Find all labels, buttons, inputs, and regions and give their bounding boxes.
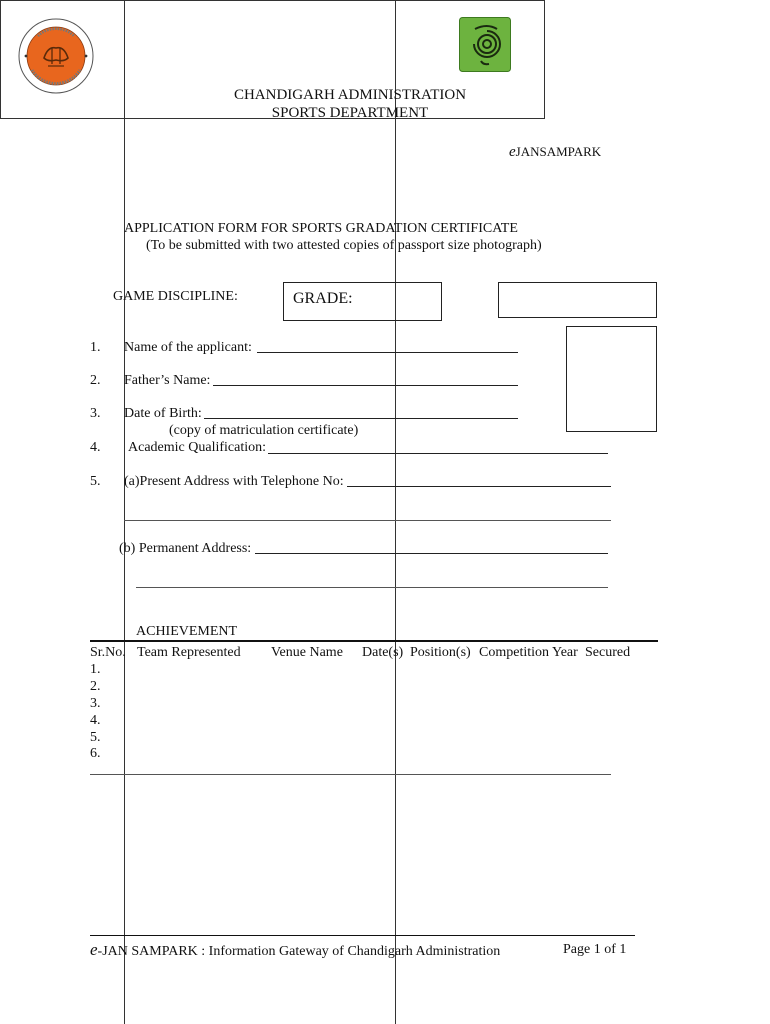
footer-text: e-JAN SAMPARK : Information Gateway of Chandigarh Administration (90, 940, 501, 959)
present-address-input-line2[interactable] (124, 520, 611, 521)
father-name-input[interactable] (213, 385, 518, 386)
col-sr-no: Sr.No. (90, 645, 126, 660)
header-divider-left (124, 0, 125, 1024)
field-num-2: 2. (90, 373, 101, 388)
permanent-address-label: (b) Permanent Address: (119, 541, 252, 556)
org-name: CHANDIGARH ADMINISTRATION (233, 87, 467, 103)
field-num-3: 3. (90, 406, 101, 421)
col-secured: Secured (585, 645, 631, 660)
achievement-rule (90, 640, 658, 642)
col-positions: Position(s) (410, 645, 471, 660)
chandigarh-seal-logo (18, 18, 94, 94)
table-row: 2. (90, 679, 101, 694)
permanent-address-input[interactable] (255, 553, 608, 554)
ejansampark-logo (459, 17, 511, 72)
achievement-bottom-rule (90, 774, 611, 775)
dob-note: (copy of matriculation certificate) (169, 423, 359, 438)
permanent-address-input-line2[interactable] (136, 587, 608, 588)
col-dates: Date(s) (362, 645, 404, 660)
field-num-5: 5. (90, 474, 101, 489)
grade-label: GRADE: (293, 290, 353, 307)
academic-qualification-label: Academic Qualification: (128, 440, 266, 455)
department-name: SPORTS DEPARTMENT (271, 105, 429, 121)
photo-box[interactable] (566, 326, 657, 432)
table-row: 1. (90, 662, 101, 677)
footer-rule (90, 935, 635, 936)
col-competition-year: Competition Year (479, 645, 578, 660)
applicant-name-input[interactable] (257, 352, 518, 353)
table-row: 3. (90, 696, 101, 711)
form-title: APPLICATION FORM FOR SPORTS GRADATION CERTIFICATE (124, 221, 518, 236)
academic-qualification-input[interactable] (268, 453, 608, 454)
table-row: 6. (90, 746, 101, 761)
col-team-represented: Team Represented (137, 645, 241, 660)
grade-box[interactable] (283, 282, 442, 321)
page-number: Page 1 of 1 (563, 942, 627, 957)
table-row: 5. (90, 730, 101, 745)
col-venue-name: Venue Name (271, 645, 343, 660)
dob-label: Date of Birth: (124, 406, 202, 421)
grade-entry-box[interactable] (498, 282, 657, 318)
form-subtitle: (To be submitted with two attested copies of passport size photograph) (146, 238, 542, 253)
field-num-1: 1. (90, 340, 101, 355)
header-divider-right (395, 0, 396, 1024)
applicant-name-label: Name of the applicant: (124, 340, 252, 355)
field-num-4: 4. (90, 440, 101, 455)
game-discipline-label: GAME DISCIPLINE: (113, 289, 238, 304)
ejansampark-caption: eJANSAMPARK (509, 144, 602, 160)
table-row: 4. (90, 713, 101, 728)
achievement-heading: ACHIEVEMENT (136, 624, 238, 639)
dob-input[interactable] (204, 418, 518, 419)
present-address-label: (a)Present Address with Telephone No: (124, 474, 344, 489)
present-address-input[interactable] (347, 486, 611, 487)
father-name-label: Father’s Name: (124, 373, 211, 388)
